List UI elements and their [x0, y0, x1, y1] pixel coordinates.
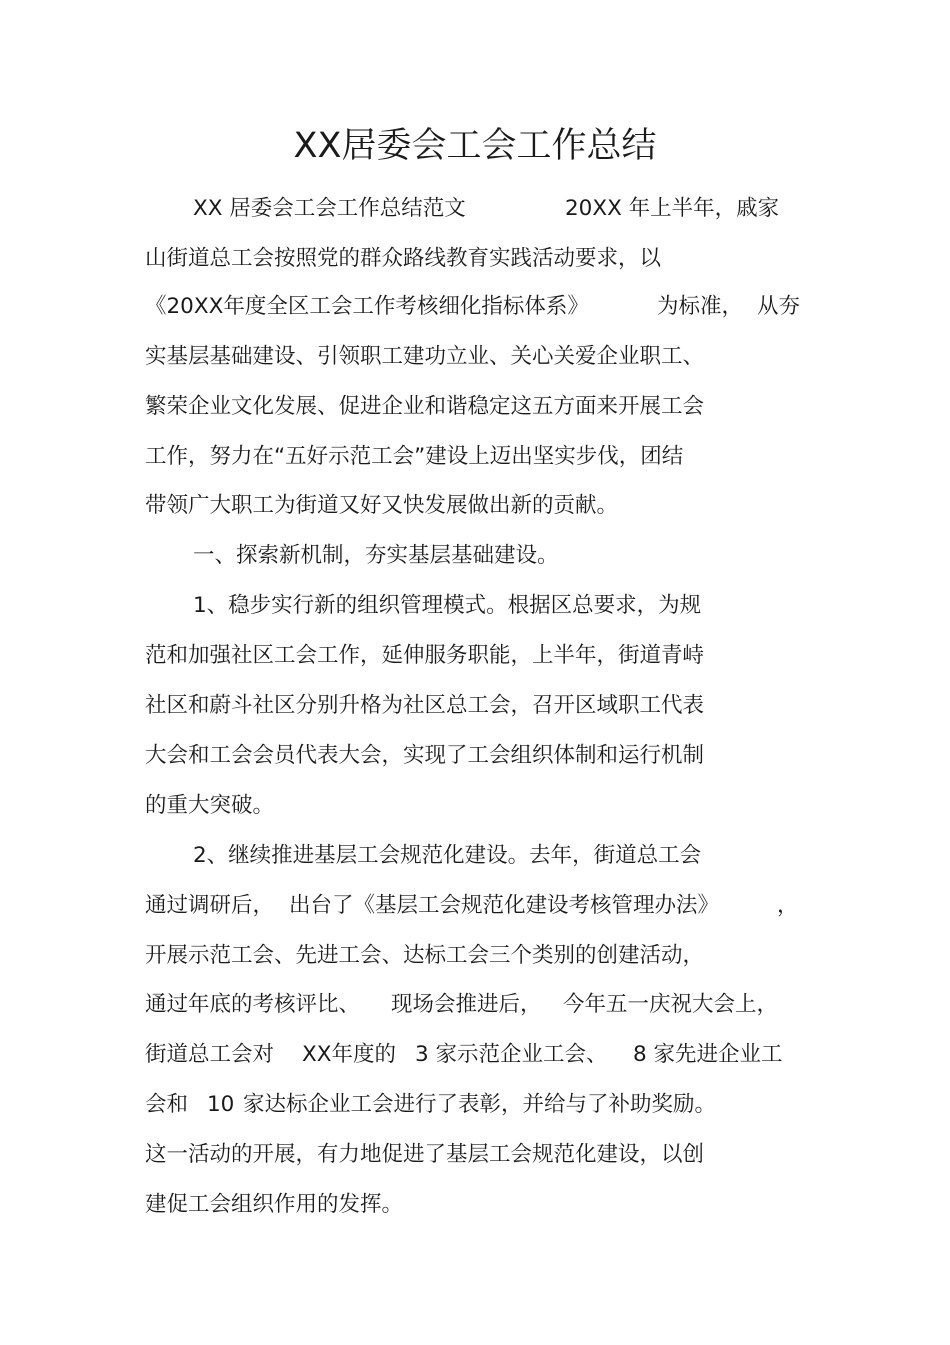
paragraph-line: 1、稳步实行新的组织管理模式。根据区总要求，为规 — [193, 593, 702, 618]
document-title: XX居委会工会工作总结 — [293, 126, 657, 166]
text-segment: 今年五一庆祝大会上， — [563, 992, 779, 1017]
paragraph-line: 范和加强社区工会工作，延伸服务职能，上半年，街道青峙 — [145, 643, 705, 668]
paragraph-line: 建促工会组织作用的发挥。 — [145, 1192, 404, 1217]
paragraph-line: 工作，努力在“五好示范工会”建设上迈出坚实步伐，团结 — [145, 444, 684, 469]
text-segment: XX 居委会工会工作总结范文 — [193, 196, 466, 221]
paragraph-line: 2、继续推进基层工会规范化建设。去年，街道总工会 — [193, 843, 702, 868]
text-segment: 8 家先进企业工 — [633, 1042, 783, 1067]
text-segment: 街道总工会对 — [145, 1042, 275, 1067]
text-segment: 20XX 年上半年，戚家 — [565, 196, 780, 221]
paragraph-line: 社区和蔚斗社区分别升格为社区总工会，召开区域职工代表 — [145, 693, 705, 718]
paragraph-line: 带领广大职工为街道又好又快发展做出新的贡献。 — [145, 493, 619, 518]
text-segment: XX年度的 — [302, 1042, 396, 1067]
text-segment: 现场会推进后， — [391, 992, 542, 1017]
text-segment: 出台了《基层工会规范化建设考核管理办法》 — [289, 893, 720, 918]
text-segment: 从夯 — [757, 294, 801, 319]
text-segment: 为标准， — [657, 294, 744, 319]
text-segment: 通过调研后， — [145, 893, 275, 918]
text-segment: ， — [777, 893, 799, 918]
text-segment: 3 家示范企业工会、 — [415, 1042, 608, 1067]
paragraph-line: 繁荣企业文化发展、促进企业和谐稳定这五方面来开展工会 — [145, 394, 705, 419]
paragraph-line: 这一活动的开展，有力地促进了基层工会规范化建设，以创 — [145, 1142, 705, 1167]
text-segment: 通过年底的考核评比、 — [145, 992, 361, 1017]
section-heading: 一、探索新机制，夯实基层基础建设。 — [193, 543, 559, 568]
text-segment: 会和 — [145, 1092, 189, 1117]
text-segment: 《20XX年度全区工会工作考核细化指标体系》 — [145, 294, 589, 319]
text-segment: 家达标企业工会进行了表彰，并给与了补助奖励。 — [243, 1092, 717, 1117]
paragraph-line: 的重大突破。 — [145, 793, 275, 818]
paragraph-line: 大会和工会会员代表大会，实现了工会组织体制和运行机制 — [145, 743, 705, 768]
paragraph-line: 实基层基础建设、引领职工建功立业、关心关爱企业职工、 — [145, 344, 705, 369]
paragraph-line: 开展示范工会、先进工会、达标工会三个类别的创建活动， — [145, 943, 705, 968]
text-segment: 10 — [207, 1092, 235, 1117]
paragraph-line: 山街道总工会按照党的群众路线教育实践活动要求，以 — [145, 246, 662, 271]
